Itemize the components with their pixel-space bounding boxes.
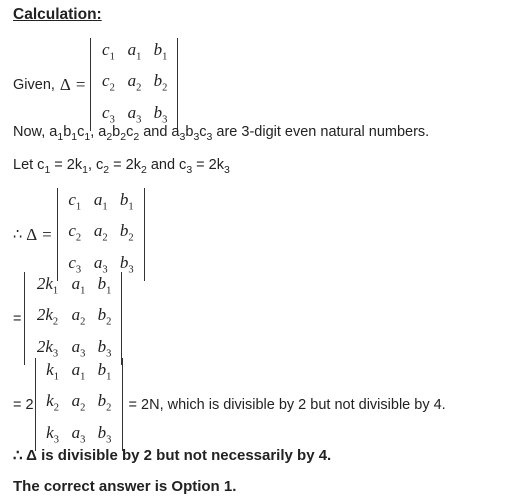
det-cell: $c_3$	[68, 252, 82, 276]
now-line: Now, $a_1b_1c_1$, $a_2b_2c_2$ and $a_3b_3c_3$ are 3-digit even natural numbers.	[13, 124, 430, 143]
det-cell: $2k_3$	[36, 336, 59, 360]
answer-line: The correct answer is Option 1.	[13, 478, 237, 495]
given-determinant-row	[13, 38, 178, 131]
determinant-k	[35, 358, 123, 451]
conclusion-line: ∴ Δ is divisible by 2 but not necessarily by 4.	[13, 447, 332, 464]
det-cell: $b_2$	[119, 221, 134, 244]
calculation-heading: Calculation:	[13, 6, 102, 23]
det-cell: $c_1$	[102, 40, 115, 63]
det-cell: $b_1$	[153, 40, 168, 63]
det-cell: $b_3$	[153, 102, 168, 126]
det-cell: $a_1$	[71, 360, 86, 383]
equals-sign-4: =	[13, 396, 22, 413]
det-cell: $b_1$	[119, 190, 134, 213]
factored-determinant-row	[13, 358, 446, 451]
det-cell: $a_1$	[93, 190, 108, 213]
det-cell: $c_1$	[68, 190, 82, 213]
therefore-determinant-row	[13, 188, 145, 281]
delta-symbol-2: Δ	[26, 224, 38, 244]
k2-determinant-row	[13, 272, 122, 365]
det-cell: $a_2$	[93, 221, 108, 244]
det-cell: $c_2$	[102, 71, 115, 94]
det-cell: $b_2$	[97, 305, 112, 328]
determinant-given	[90, 38, 178, 131]
det-cell: $b_1$	[97, 274, 112, 297]
det-cell: $c_3$	[102, 102, 115, 126]
det-cell: $k_3$	[46, 422, 59, 446]
given-label: Given,	[13, 76, 55, 93]
det-cell: $a_3$	[71, 336, 86, 360]
det-cell: $a_2$	[71, 391, 86, 414]
equals-sign: =	[75, 74, 86, 94]
factor-two: 2	[25, 396, 34, 413]
det-cell: $b_3$	[119, 252, 134, 276]
equals-sign-2: =	[42, 224, 52, 244]
determinant-therefore	[57, 188, 145, 281]
result-text: = 2N, which is divisible by 2 but not divisible by 4.	[128, 396, 446, 413]
det-cell: $2k_2$	[36, 305, 59, 328]
det-cell: $k_2$	[46, 391, 59, 414]
det-cell: $a_3$	[71, 422, 86, 446]
equals-sign-3: =	[13, 310, 22, 327]
det-cell: $a_2$	[127, 71, 142, 94]
det-cell: $b_3$	[97, 422, 112, 446]
det-cell: $a_1$	[71, 274, 86, 297]
det-cell: $2k_1$	[36, 274, 59, 297]
det-cell: $a_3$	[93, 252, 108, 276]
det-cell: $k_1$	[46, 360, 59, 383]
det-cell: $a_3$	[127, 102, 142, 126]
det-cell: $b_3$	[97, 336, 112, 360]
det-cell: $b_1$	[97, 360, 112, 383]
delta-symbol: Δ	[59, 74, 71, 94]
det-cell: $a_1$	[127, 40, 142, 63]
det-cell: $c_2$	[68, 221, 82, 244]
now-line-tail: are 3-digit even natural numbers.	[216, 124, 430, 140]
let-line: Let $c_1 = 2k_1$, $c_2 = 2k_2$ and $c_3 = 2k_3$	[13, 157, 230, 176]
det-cell: $b_2$	[97, 391, 112, 414]
determinant-2k	[24, 272, 122, 365]
therefore-symbol: ∴	[13, 226, 23, 243]
det-cell: $a_2$	[71, 305, 86, 328]
det-cell: $b_2$	[153, 71, 168, 94]
